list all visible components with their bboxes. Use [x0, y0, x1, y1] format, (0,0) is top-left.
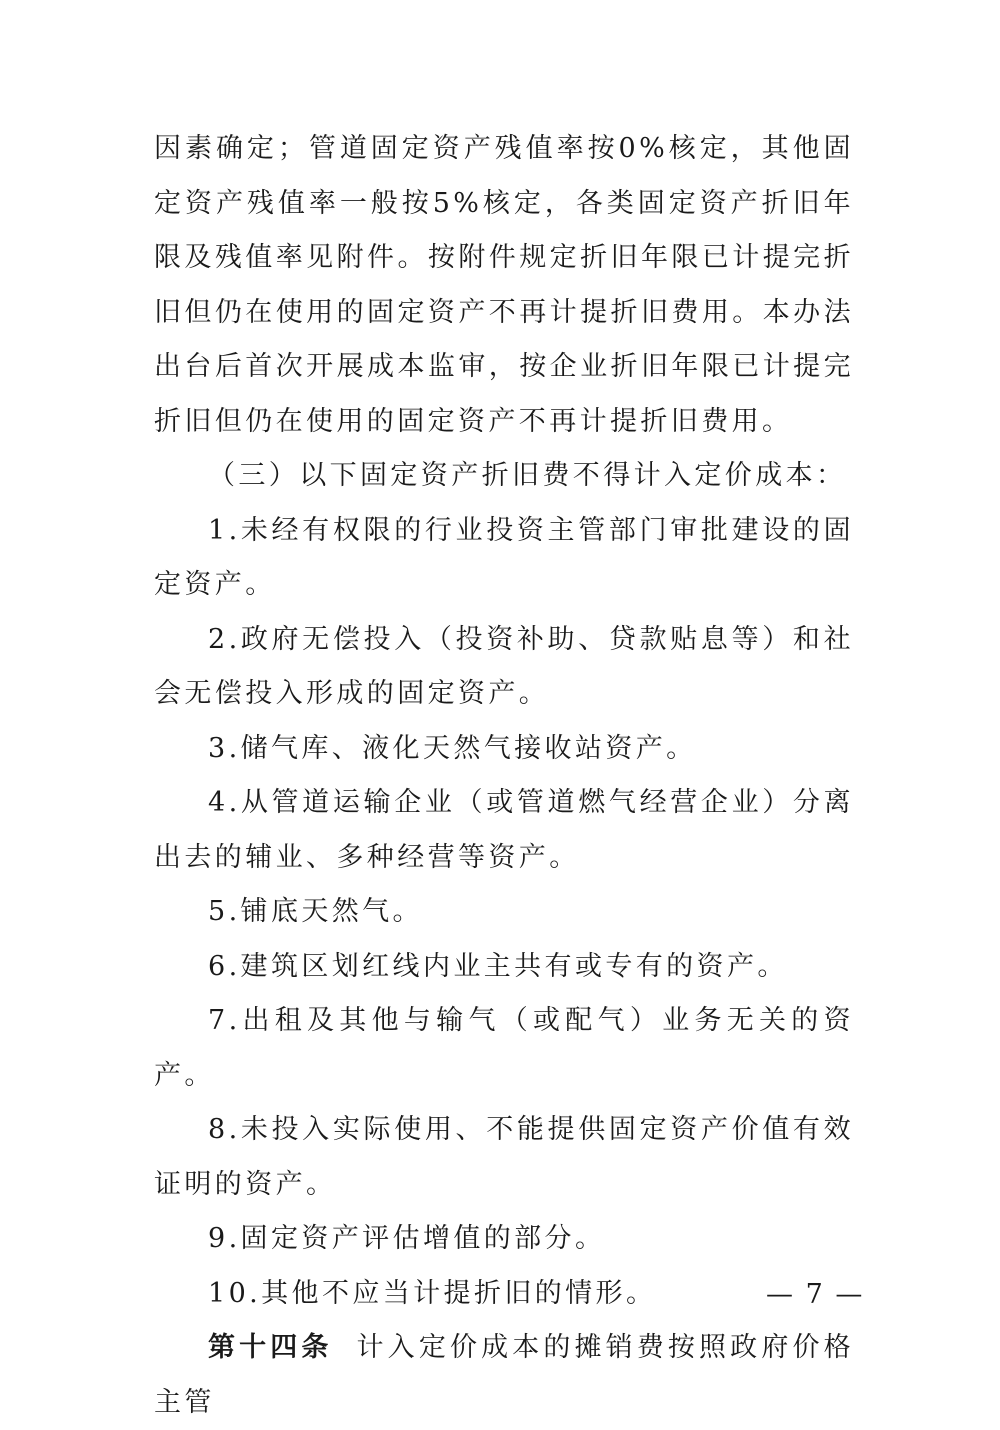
article-14-text: 计入定价成本的摊销费按照政府价格主管 [154, 1332, 854, 1418]
list-item: 9.固定资产评估增值的部分。 [208, 1223, 606, 1254]
list-item: 4.从管道运输企业（或管道燃气经营企业）分离出去的辅业、多种经营等资产。 [154, 787, 854, 873]
document-body [154, 122, 854, 1430]
list-item: 2.政府无偿投入（投资补助、贷款贴息等）和社会无偿投入形成的固定资产。 [154, 623, 854, 709]
list-item: 1.未经有权限的行业投资主管部门审批建设的固定资产。 [154, 514, 854, 600]
list-item: 3.储气库、液化天然气接收站资产。 [208, 732, 697, 764]
list-item: 7.出租及其他与输气（或配气）业务无关的资产。 [154, 1005, 854, 1091]
section-heading-excluded-depreciation: （三）以下固定资产折旧费不得计入定价成本： [208, 460, 847, 491]
page-number: — 7 — [766, 1279, 865, 1310]
paragraph-depreciation-rules: 因素确定；管道固定资产残值率按0%核定，其他固定资产残值率一般按5%核定，各类固定资产折旧年限及残值率见附件。按附件规定折旧年限已计提完折旧但仍在使用的固定资产不再计提折旧费用。本办法出台后首次开展成本监审，按企业折旧年限已计提完折旧但仍在使用的固定资产不再计提折旧费用。 [154, 133, 854, 437]
list-item: 5.铺底天然气。 [208, 896, 423, 927]
article-14-heading: 第十四条 [208, 1332, 333, 1363]
list-item: 6.建筑区划红线内业主共有或专有的资产。 [208, 950, 788, 982]
list-item: 8.未投入实际使用、不能提供固定资产价值有效证明的资产。 [154, 1114, 854, 1200]
list-item: 10.其他不应当计提折旧的情形。 [208, 1277, 657, 1309]
